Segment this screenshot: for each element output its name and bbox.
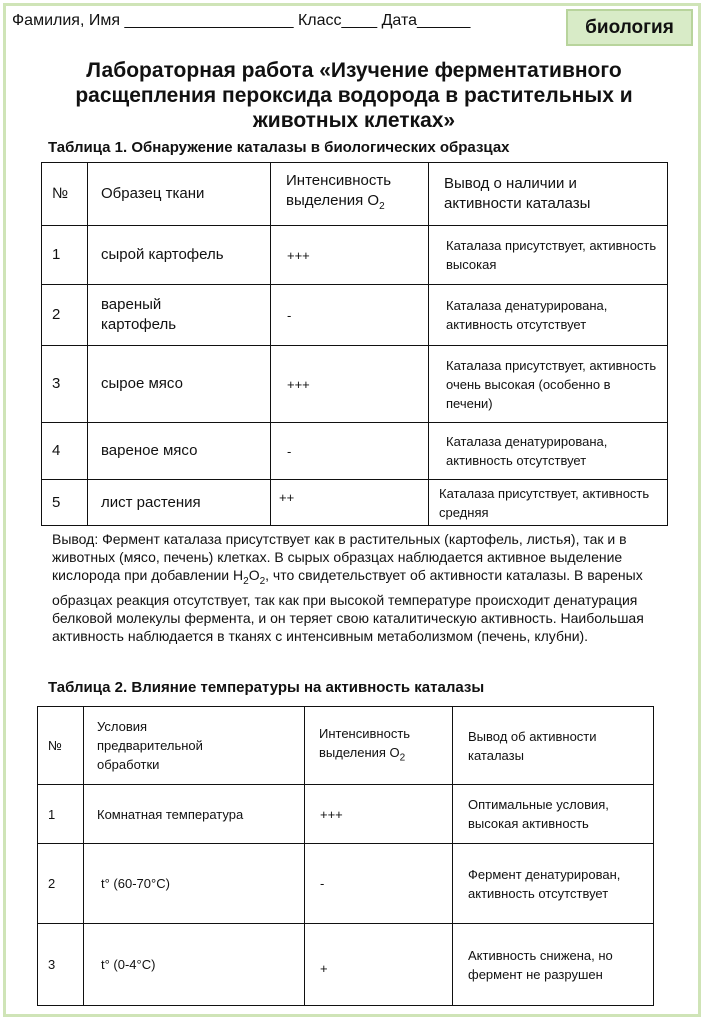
page-title: Лабораторная работа «Изучение ферментативного расщепления пероксида водорода в растительных и животных клетках» <box>75 59 633 132</box>
name-label: Фамилия, Имя ___________________ <box>12 12 294 29</box>
table-row-intensity: + <box>320 961 328 976</box>
table-row-conclusion: Активность снижена, но фермент не разрушен <box>468 947 613 982</box>
table-row-number: 2 <box>48 876 56 891</box>
subject-badge: биология <box>566 9 693 46</box>
table-row-condition: Комнатная температура <box>97 806 244 822</box>
conclusion-paragraph: Вывод: Фермент каталаза присутствует как в растительных (картофель, листья), так и в животных (мясо, печень) клетках. В сырых образцах наблюдается активное выделение кислорода при добавлении $H_2O_2$, что свидетельствует об активности каталазы. В вареных образцах реакция отсутствует, так как при высокой температуре происходит денатурация белковой молекулы фермента, и он теряет свою каталитическую активность. Наибольшая активность наблюдается в тканях с интенсивным метаболизмом (печень, клубни). <box>52 531 644 644</box>
table-row-number: 4 <box>52 442 61 459</box>
table-row-conclusion: Оптимальные условия, высокая активность <box>468 797 609 831</box>
table-row-condition: t° (0-4°C) <box>101 957 156 972</box>
date-label: Дата______ <box>381 12 471 29</box>
table-row-number: 1 <box>48 806 56 822</box>
table1-header-conclusion: Вывод о наличии и активности каталазы <box>444 175 591 212</box>
student-info-line <box>12 12 470 30</box>
table-row-number: 1 <box>52 246 61 263</box>
table-row-intensity: - <box>287 307 292 323</box>
table-row-conclusion: Каталаза присутствует, активность средняя <box>439 485 650 520</box>
table-row-intensity: - <box>320 876 325 891</box>
table-row-sample: сырое мясо <box>101 375 183 392</box>
table1-caption: Таблица 1. Обнаружение каталазы в биологических образцах <box>48 139 510 156</box>
table-row-intensity: +++ <box>287 376 310 392</box>
table-row-conclusion: Каталаза присутствует, активность высокая <box>446 238 657 272</box>
table-row-sample: сырой картофель <box>101 246 224 263</box>
table-row-condition: t° (60-70°C) <box>101 876 170 891</box>
table-row-intensity: ++ <box>279 490 295 505</box>
table-row-intensity: - <box>287 443 292 459</box>
table-row-sample: вареный картофель <box>101 296 177 333</box>
table-row-conclusion: Фермент денатурирован, активность отсутствует <box>468 866 621 901</box>
table-row-intensity: +++ <box>287 247 310 263</box>
table2-header-condition: Условия предварительной обработки <box>97 719 203 772</box>
table-row-conclusion: Каталаза денатурирована, активность отсутствует <box>446 298 608 332</box>
table-row-sample: вареное мясо <box>101 442 198 459</box>
class-label: Класс____ <box>297 12 378 29</box>
table1-header-sample: Образец ткани <box>101 185 205 202</box>
table-row-conclusion: Каталаза денатурирована, активность отсутствует <box>446 434 608 468</box>
table1 <box>41 162 668 526</box>
table-row-conclusion: Каталаза присутствует, активность очень высокая (особенно в печени) <box>446 357 657 411</box>
table2-header-conclusion: Вывод об активности каталазы <box>468 728 597 763</box>
table2-caption: Таблица 2. Влияние температуры на активность каталазы <box>48 679 485 696</box>
table1-header-intensity: Интенсивность выделения $O_2$ <box>286 172 392 212</box>
table2-header-intensity: Интенсивность выделения $O_2$ <box>319 725 411 764</box>
table-row-intensity: +++ <box>320 806 343 822</box>
table-row-number: 3 <box>52 375 61 392</box>
table-row-number: 3 <box>48 957 56 972</box>
table1-header-number: № <box>52 185 69 202</box>
table2-header-number: № <box>48 738 62 753</box>
table-row-number: 5 <box>52 493 61 511</box>
table-row-sample: лист растения <box>101 493 201 511</box>
table2 <box>37 706 654 1006</box>
table-row-number: 2 <box>52 306 61 323</box>
